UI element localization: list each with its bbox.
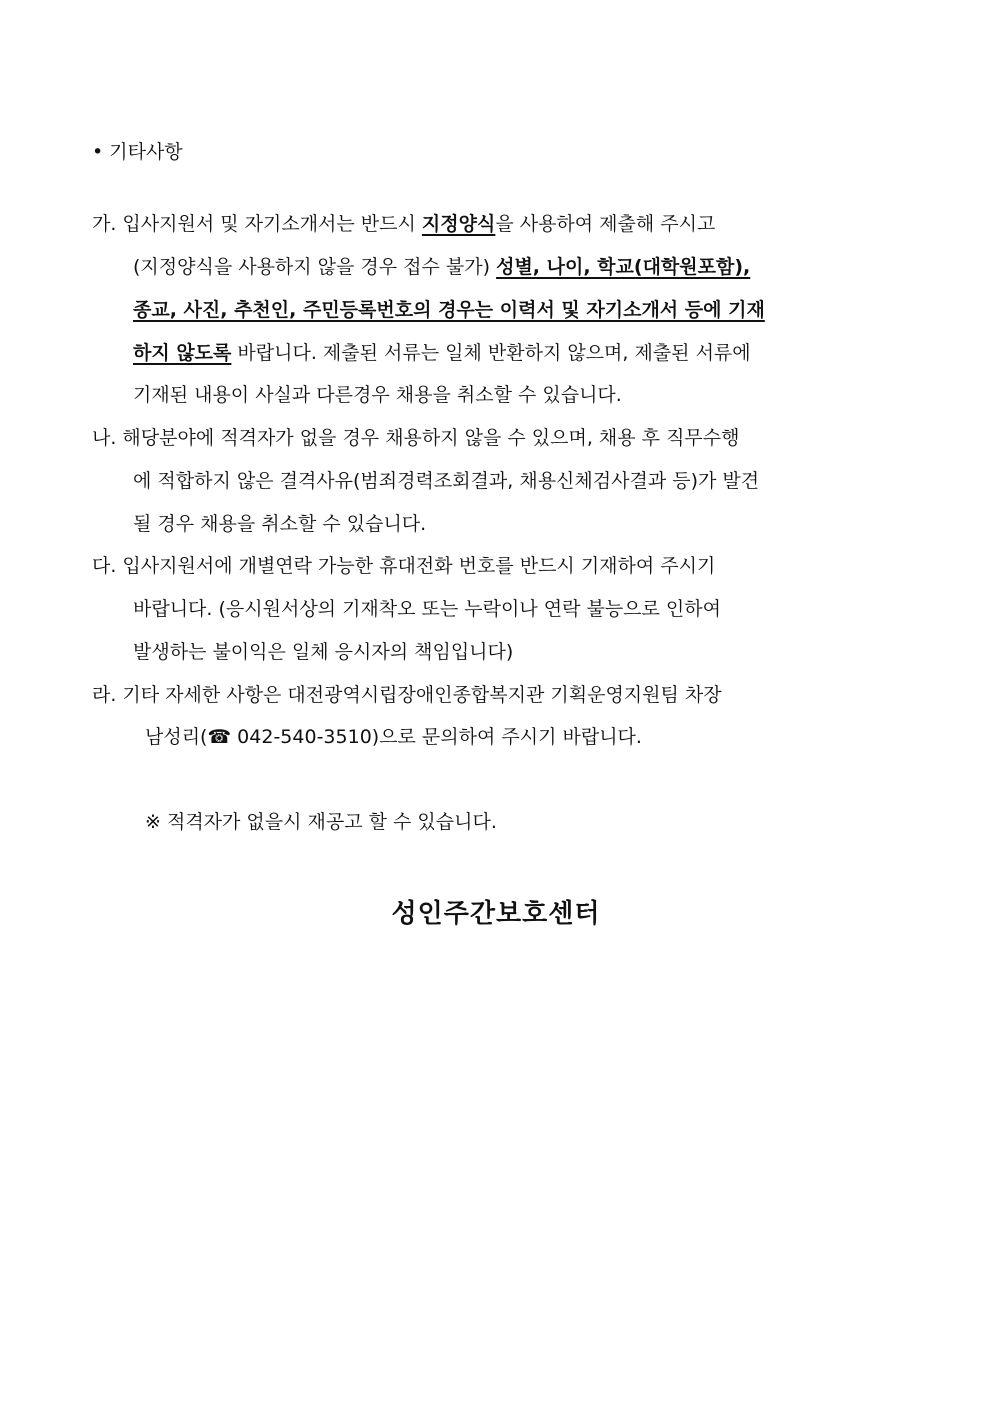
section-title: • 기타사항: [92, 141, 183, 163]
item-na-line-1: 나. 해당분야에 적격자가 없을 경우 채용하지 않을 수 있으며, 채용 후 직무수행: [92, 427, 740, 449]
item-da-line-1: 다. 입사지원서에 개별연락 가능한 휴대전화 번호를 반드시 기재하여 주시기: [92, 555, 716, 577]
item-ga-emphasis-2: 성별, 나이, 학교(대학원포함),: [496, 256, 751, 278]
item-ga-text-1a: 가. 입사지원서 및 자기소개서는 반드시: [92, 213, 422, 235]
item-da-line-2: 바랍니다. (응시원서상의 기재착오 또는 누락이나 연락 불능으로 인하여: [133, 598, 721, 620]
item-ga-text-1b: 을 사용하여 제출해 주시고: [495, 213, 716, 235]
item-ga-text-2a: (지정양식을 사용하지 않을 경우 접수 불가): [133, 256, 497, 278]
item-ga-line-2: [133, 254, 750, 280]
item-ga-text-4: 바랍니다. 제출된 서류는 일체 반환하지 않으며, 제출된 서류에: [231, 342, 751, 364]
item-da-line-3: 발생하는 불이익은 일체 응시자의 책임입니다): [133, 641, 514, 663]
reannouncement-note: ※ 적격자가 없을시 재공고 할 수 있습니다.: [145, 811, 497, 833]
item-ga-emphasis-4: 하지 않도록: [133, 342, 232, 364]
item-ra-line-2: 남성리(☎ 042-540-3510)으로 문의하여 주시기 바랍니다.: [145, 726, 642, 748]
item-na-line-2: 에 적합하지 않은 결격사유(범죄경력조회결과, 채용신체검사결과 등)가 발견: [133, 470, 760, 492]
organization-name: 성인주간보호센터: [391, 899, 601, 929]
item-ga-line-1: [92, 211, 715, 237]
item-ga-line-5: 기재된 내용이 사실과 다른경우 채용을 취소할 수 있습니다.: [133, 384, 622, 406]
item-ga-emphasis-form: 지정양식: [421, 213, 496, 235]
item-ga-line-4: [133, 340, 751, 366]
item-ra-line-1: 라. 기타 자세한 사항은 대전광역시립장애인종합복지관 기획운영지원팀 차장: [92, 684, 722, 706]
item-ga-line-3: 종교, 사진, 추천인, 주민등록번호의 경우는 이력서 및 자기소개서 등에 기재: [133, 299, 765, 321]
item-na-line-3: 될 경우 채용을 취소할 수 있습니다.: [133, 513, 427, 535]
